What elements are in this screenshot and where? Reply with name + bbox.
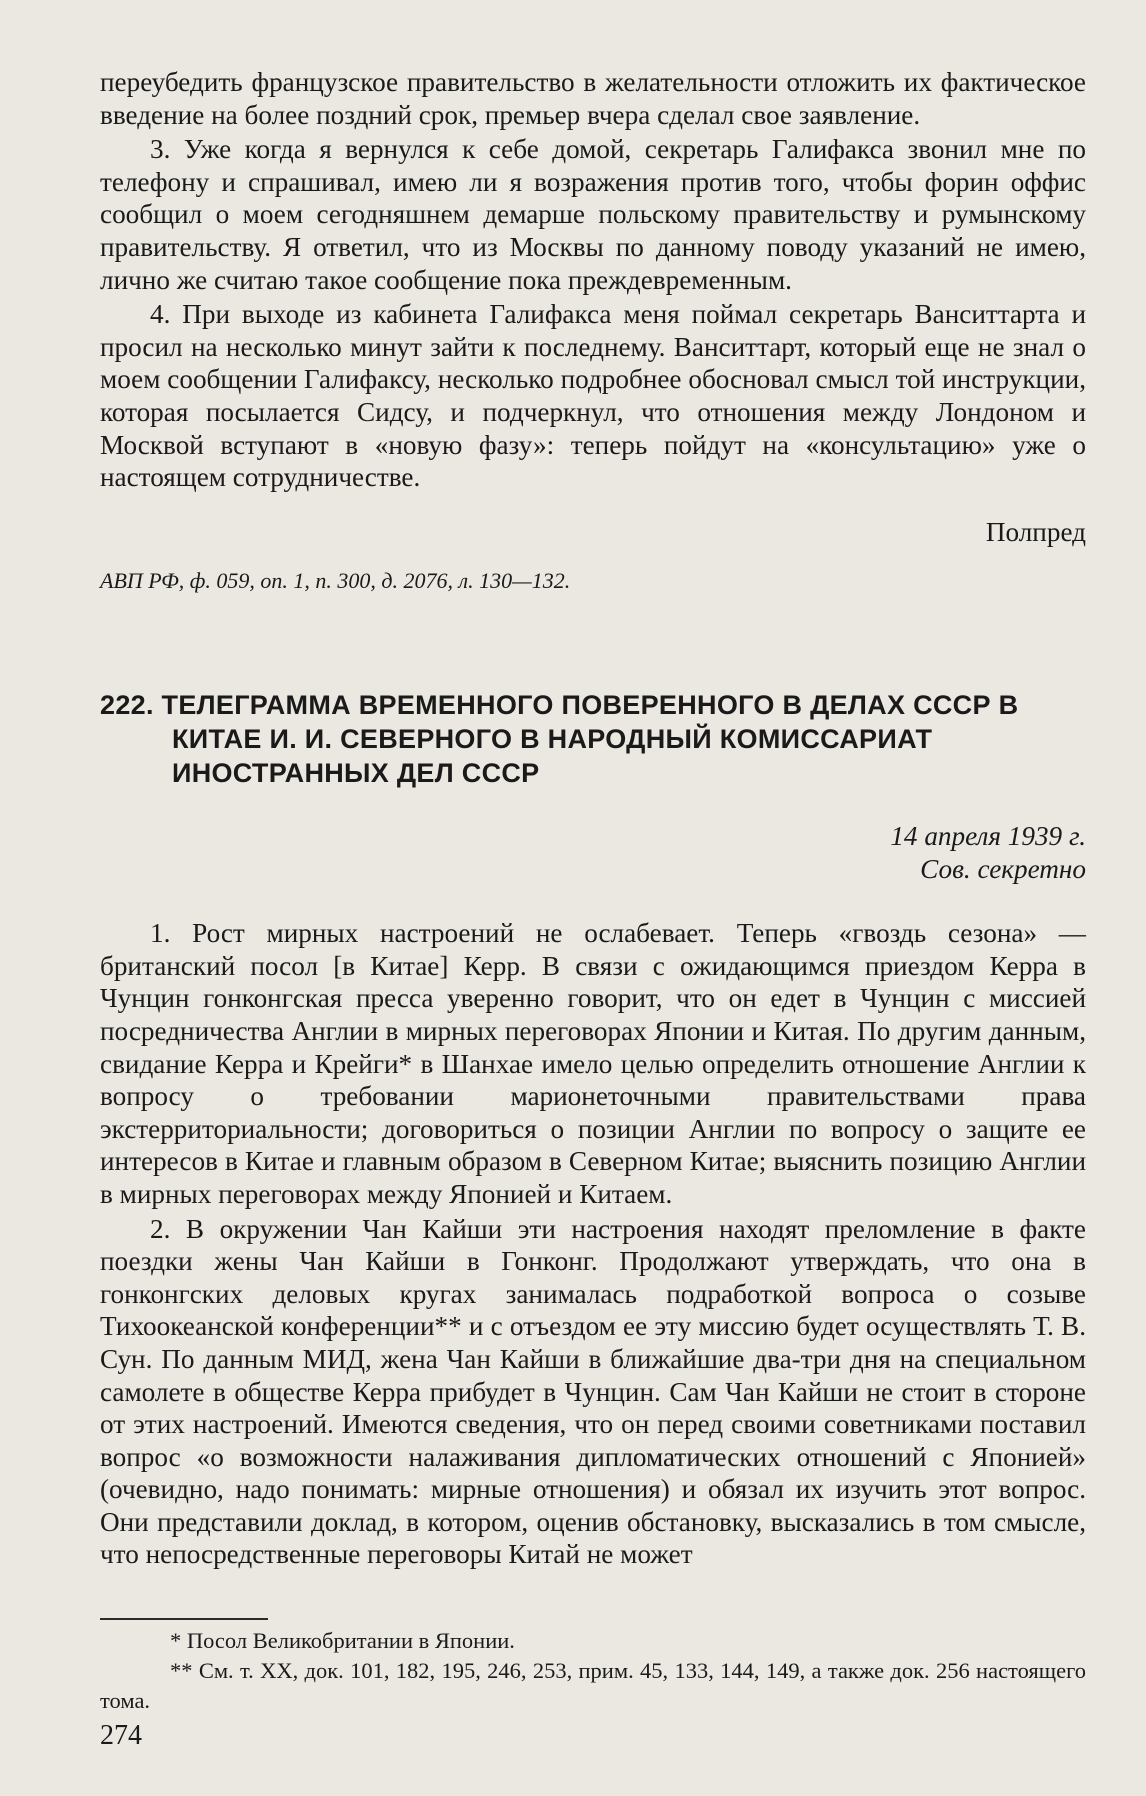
footnote-divider <box>100 1618 268 1620</box>
paragraph-1: 1. Рост мирных настроений не ослабевает. Теперь «гвоздь сезона» — британский посол [в Китае] Керр. В связи с ожидающимся приездом Керра в Чунцин гонконгская пресса уверенно говорит, что он едет в Чунцин с миссией посредничества Англии в мирных переговорах Японии и Китая. По другим данным, свидание Керра и Крейги* в Шанхае имело целью определить отношение Англии к вопросу о требовании марионеточными правительствами права экстерриториальности; договориться о позиции Англии по вопросу о защите ее интересов в Китае и главным образом в Северном Китае; выяснить позицию Англии в мирных переговорах между Японией и Китаем. <box>100 918 1086 1209</box>
paragraph-3: 3. Уже когда я вернулся к себе домой, секретарь Галифакса звонил мне по телефону и спрашивал, имею ли я возражения против того, чтобы форин оффис сообщил о моем сегодняшнем демарше польскому правительству и румынскому правительству. Я ответил, что из Москвы по данному поводу указаний не имею, лично же считаю такое сообщение пока преждевременным. <box>100 134 1086 295</box>
footnotes <box>100 1626 1086 1716</box>
signature: Полпред <box>985 516 1086 547</box>
archive-source: АВП РФ, ф. 059, оп. 1, п. 300, д. 2076, л. 130—132. <box>100 568 571 594</box>
footnote-1: * Посол Великобритании в Японии. <box>170 1628 515 1653</box>
paragraph-2: 2. В окружении Чан Кайши эти настроения находят преломление в факте поездки жены Чан Кайши в Гонконг. Продолжают утверждать, что она в гонконгских деловых кругах занималась подработкой вопроса о созыве Тихоокеанской конференции** и с отъездом ее эту миссию будет осуществлять Т. В. Сун. По данным МИД, жена Чан Кайши в ближайшие два-три дня на специальном самолете в обществе Керра прибудет в Чунцин. Сам Чан Кайши не стоит в стороне от этих настроений. Имеются сведения, что он перед своими советниками поставил вопрос «о возможности налаживания дипломатических отношений с Японией» (очевидно, надо понимать: мирные отношения) и обязал их изучить этот вопрос. Они представили доклад, в котором, оценив обстановку, высказались в том смысле, что непосредственные переговоры Китай не может <box>100 1213 1086 1570</box>
top-section <box>100 66 1086 594</box>
document-222 <box>100 688 1086 1571</box>
document-date: 14 апреля 1939 г. <box>890 821 1086 851</box>
document-heading: 222. ТЕЛЕГРАММА ВРЕМЕННОГО ПОВЕРЕННОГО В ДЕЛАХ СССР В КИТАЕ И. И. СЕВЕРНОГО В НАРОДНЫЙ КОМИССАРИАТ ИНОСТРАННЫХ ДЕЛ СССР <box>100 690 1019 788</box>
paragraph-4: 4. При выходе из кабинета Галифакса меня поймал секретарь Ванситтарта и просил на несколько минут зайти к последнему. Ванситтарт, который еще не знал о моем сообщении Галифаксу, несколько подробнее обосновал смысл той инструкции, которая посылается Сидсу, и подчеркнул, что отношения между Лондоном и Москвой вступают в «новую фазу»: теперь пойдут на «консультацию» уже о настоящем сотрудничестве. <box>100 299 1086 493</box>
paragraph-continuation: переубедить французское правительство в желательности отложить их фактическое введение на более поздний срок, премьер вчера сделал свое заявление. <box>100 67 1086 130</box>
classification-mark: Сов. секретно <box>920 853 1086 884</box>
footnote-2: ** См. т. XX, док. 101, 182, 195, 246, 253, прим. 45, 133, 144, 149, а также док. 256 настоящего тома. <box>100 1658 1086 1713</box>
page-number: 274 <box>100 1720 142 1751</box>
